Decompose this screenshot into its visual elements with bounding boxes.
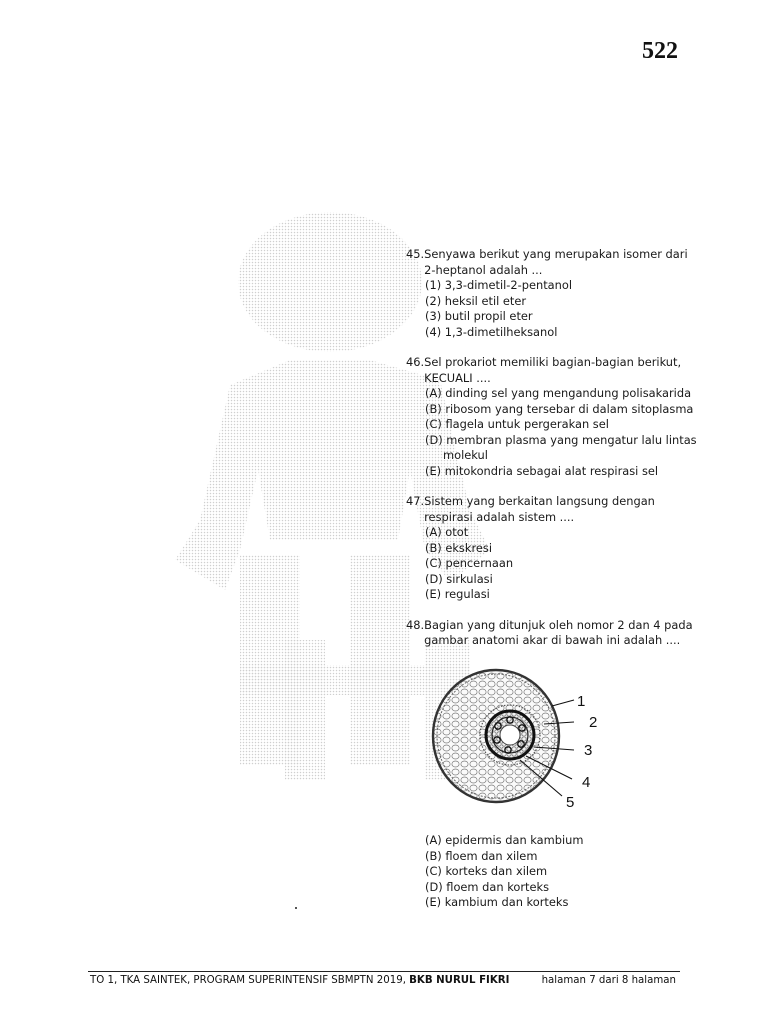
question-stem <box>406 355 706 386</box>
question-text-line: Sel prokariot memiliki bagian-bagian berikut, <box>424 355 682 369</box>
question-text <box>424 247 706 278</box>
answer-options-48 <box>425 833 685 911</box>
root-cross-section-figure <box>424 664 608 812</box>
option-d: (D) floem dan korteks <box>425 879 550 894</box>
question-number: 46. <box>406 355 425 369</box>
option-b: (B) ekskresi <box>425 540 492 555</box>
leader-line <box>552 700 574 706</box>
question-48 <box>406 618 706 649</box>
option-a: (A) epidermis dan kambium <box>425 833 584 847</box>
footer-left-text: TO 1, TKA SAINTEK, PROGRAM SUPERINTENSIF SBMPTN 2019, <box>90 975 410 986</box>
option-c: (C) korteks dan xilem <box>425 864 548 878</box>
option-a: (A) dinding sel yang mengandung polisakarida <box>425 386 692 400</box>
question-text-line: KECUALI .... <box>424 370 491 385</box>
question-text-line: gambar anatomi akar di bawah ini adalah .... <box>424 633 681 647</box>
figure-label-3: 3 <box>584 742 593 759</box>
option-2: (2) heksil etil eter <box>425 293 527 308</box>
figure-label-2: 2 <box>589 714 598 731</box>
page-number: 522 <box>642 38 678 64</box>
question-stem <box>406 618 706 649</box>
question-text-line: 2-heptanol adalah ... <box>424 262 543 277</box>
question-text <box>424 355 706 386</box>
option-b: (B) floem dan xilem <box>425 848 538 863</box>
option-a: (A) otot <box>425 525 469 539</box>
figure-label-4: 4 <box>582 774 591 791</box>
question-text-line: Senyawa berikut yang merupakan isomer dari <box>424 247 688 261</box>
question-text <box>424 494 706 525</box>
question-number: 45. <box>406 247 425 261</box>
option-d: (D) membran plasma yang mengatur lalu lintas <box>425 432 697 447</box>
question-47 <box>406 494 706 603</box>
option-e: (E) regulasi <box>425 587 490 601</box>
figure-label-5: 5 <box>566 794 575 811</box>
question-45 <box>406 247 706 340</box>
question-number: 48. <box>406 617 425 632</box>
figure-label-1: 1 <box>577 693 586 710</box>
option-1: (1) 3,3-dimetil-2-pentanol <box>425 278 572 292</box>
footer-divider <box>88 971 680 972</box>
option-4: (4) 1,3-dimetilheksanol <box>425 324 558 339</box>
question-46 <box>406 355 706 479</box>
question-stem <box>406 494 706 525</box>
option-d: (D) sirkulasi <box>425 571 493 586</box>
question-text <box>424 618 706 649</box>
footer-brand: BKB NURUL FIKRI <box>409 975 510 986</box>
question-stem <box>406 247 706 278</box>
question-list <box>406 247 706 664</box>
question-text-line: Sistem yang berkaitan langsung dengan <box>424 494 655 508</box>
question-text-line: respirasi adalah sistem .... <box>424 509 575 524</box>
option-e: (E) mitokondria sebagai alat respirasi sel <box>425 463 659 478</box>
root-section <box>433 670 559 802</box>
option-b: (B) ribosom yang tersebar di dalam sitoplasma <box>425 401 694 416</box>
footer-left <box>90 975 509 986</box>
stray-mark <box>295 907 297 909</box>
question-number: 47. <box>406 494 425 508</box>
option-e: (E) kambium dan korteks <box>425 895 569 909</box>
option-d-continuation: molekul <box>443 448 488 462</box>
footer-page-info: halaman 7 dari 8 halaman <box>541 975 676 986</box>
option-c: (C) flagela untuk pergerakan sel <box>425 417 609 431</box>
option-c: (C) pencernaan <box>425 556 514 570</box>
question-text-line: Bagian yang ditunjuk oleh nomor 2 dan 4 pada <box>424 617 693 632</box>
option-3: (3) butil propil eter <box>425 309 533 323</box>
